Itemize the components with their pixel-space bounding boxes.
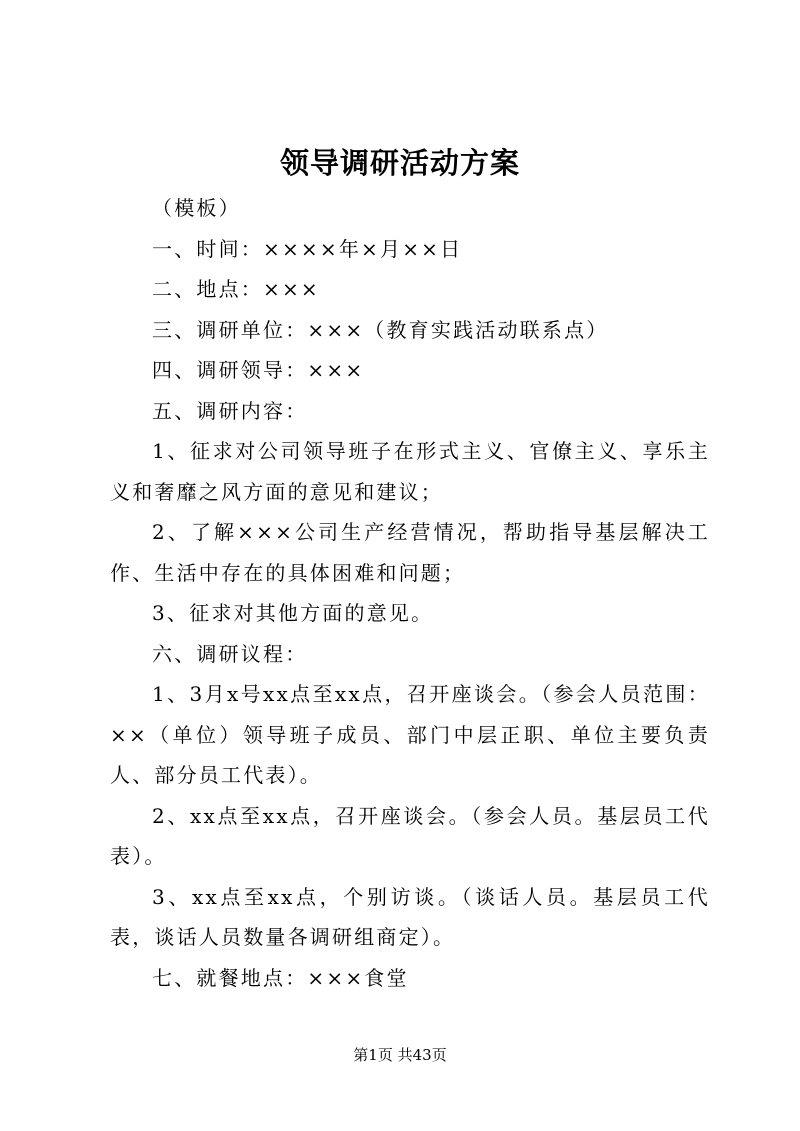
paragraph-leader: 四、调研领导：××× [152,358,365,382]
document-body [110,188,710,998]
paragraph-content-item-1: 1、征求对公司领导班子在形式主义、官僚主义、享乐主义和奢靡之风方面的意见和建议； [110,439,710,504]
paragraph-dining-location: 七、就餐地点：×××食堂 [152,965,409,990]
paragraph-agenda-heading: 六、调研议程： [152,641,308,666]
page-number-footer: 第1页 共43页 [353,1046,447,1064]
paragraph-location: 二、地点：××× [152,277,320,301]
paragraph-unit: 三、调研单位：×××（教育实践活动联系点） [152,317,609,342]
paragraph-content-item-3: 3、征求对其他方面的意见。 [152,601,434,625]
paragraph-agenda-item-3: 3、xx点至xx点，个别访谈。（谈话人员。基层员工代表，谈话人员数量各调研组商定）。 [110,884,710,949]
paragraph-agenda-item-1: 1、3月x号xx点至xx点，召开座谈会。（参会人员范围：××（单位）领导班子成员、部门中层正职、单位主要负责人、部分员工代表）。 [110,682,710,787]
document-title: 领导调研活动方案 [279,146,520,180]
paragraph-content-item-2: 2、了解×××公司生产经营情况，帮助指导基层解决工作、生活中存在的具体困难和问题； [110,520,710,585]
paragraph-content-heading: 五、调研内容： [152,398,308,423]
paragraph-agenda-item-2: 2、xx点至xx点，召开座谈会。（参会人员。基层员工代表）。 [110,803,710,868]
paragraph-time: 一、时间：××××年×月××日 [152,236,463,261]
paragraph-template-note: （模板） [152,196,241,220]
